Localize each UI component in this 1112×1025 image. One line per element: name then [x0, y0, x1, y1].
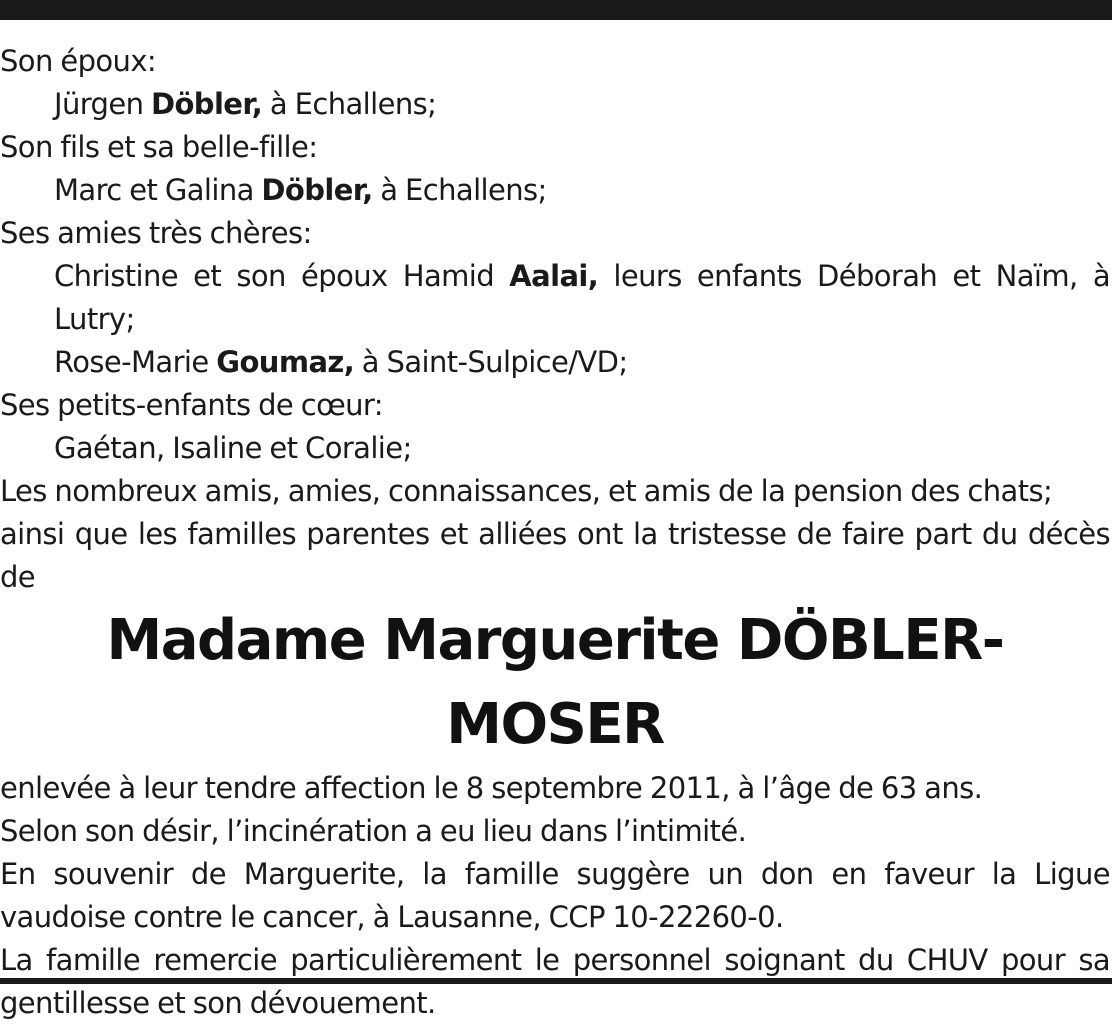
friend2-surname: Goumaz,: [216, 345, 355, 379]
friend1-first-names: Christine et son époux Hamid: [54, 259, 510, 293]
many-friends-line: Les nombreux amis, amies, connaissances, et amis de la pension des chats;: [0, 474, 1053, 508]
obituary-notice: [0, 40, 1110, 1025]
friends-label: Ses amies très chères:: [0, 216, 312, 250]
friend1-details: leurs enfants Déborah et Naïm, à Lutry;: [54, 259, 1110, 336]
son-first-names: Marc et Galina: [54, 173, 262, 207]
donation-line: En souvenir de Marguerite, la famille suggère un don en faveur la Ligue vaudoise contre le cancer, à Lausanne, CCP 10-22260-0.: [0, 857, 1110, 934]
friend2-first-name: Rose-Marie: [54, 345, 217, 379]
spouse-entry: [0, 83, 1110, 126]
deceased-name: Madame Marguerite DÖBLER-MOSER: [106, 608, 1004, 757]
grandchildren-entry: Gaétan, Isaline et Coralie;: [54, 431, 412, 465]
grandchildren-label: Ses petits-enfants de cœur:: [0, 388, 383, 422]
passed-line: enlevée à leur tendre affection le 8 septembre 2011, à l’âge de 63 ans.: [0, 771, 983, 805]
spouse-first-name: Jürgen: [54, 87, 151, 121]
spouse-label: Son époux:: [0, 44, 157, 78]
son-entry: [0, 169, 1110, 212]
bottom-rule: [0, 978, 1112, 984]
thanks-line: La famille remercie particulièrement le personnel soignant du CHUV pour sa gentillesse et son dévouement.: [0, 943, 1110, 1020]
friend1-surname: Aalai,: [509, 259, 599, 293]
friend2-location: à Saint-Sulpice/VD;: [354, 345, 628, 379]
families-line: ainsi que les familles parentes et alliées ont la tristesse de faire part du décès de: [0, 517, 1110, 594]
spouse-location: à Echallens;: [262, 87, 437, 121]
son-surname: Döbler,: [261, 173, 373, 207]
spouse-surname: Döbler,: [151, 87, 263, 121]
son-label: Son fils et sa belle-fille:: [0, 130, 318, 164]
son-location: à Echallens;: [372, 173, 547, 207]
friend-entry-2: [0, 341, 1110, 384]
friend-entry-1: [0, 255, 1110, 341]
cremation-line: Selon son désir, l’incinération a eu lieu dans l’intimité.: [0, 814, 747, 848]
top-rule: [0, 0, 1112, 20]
